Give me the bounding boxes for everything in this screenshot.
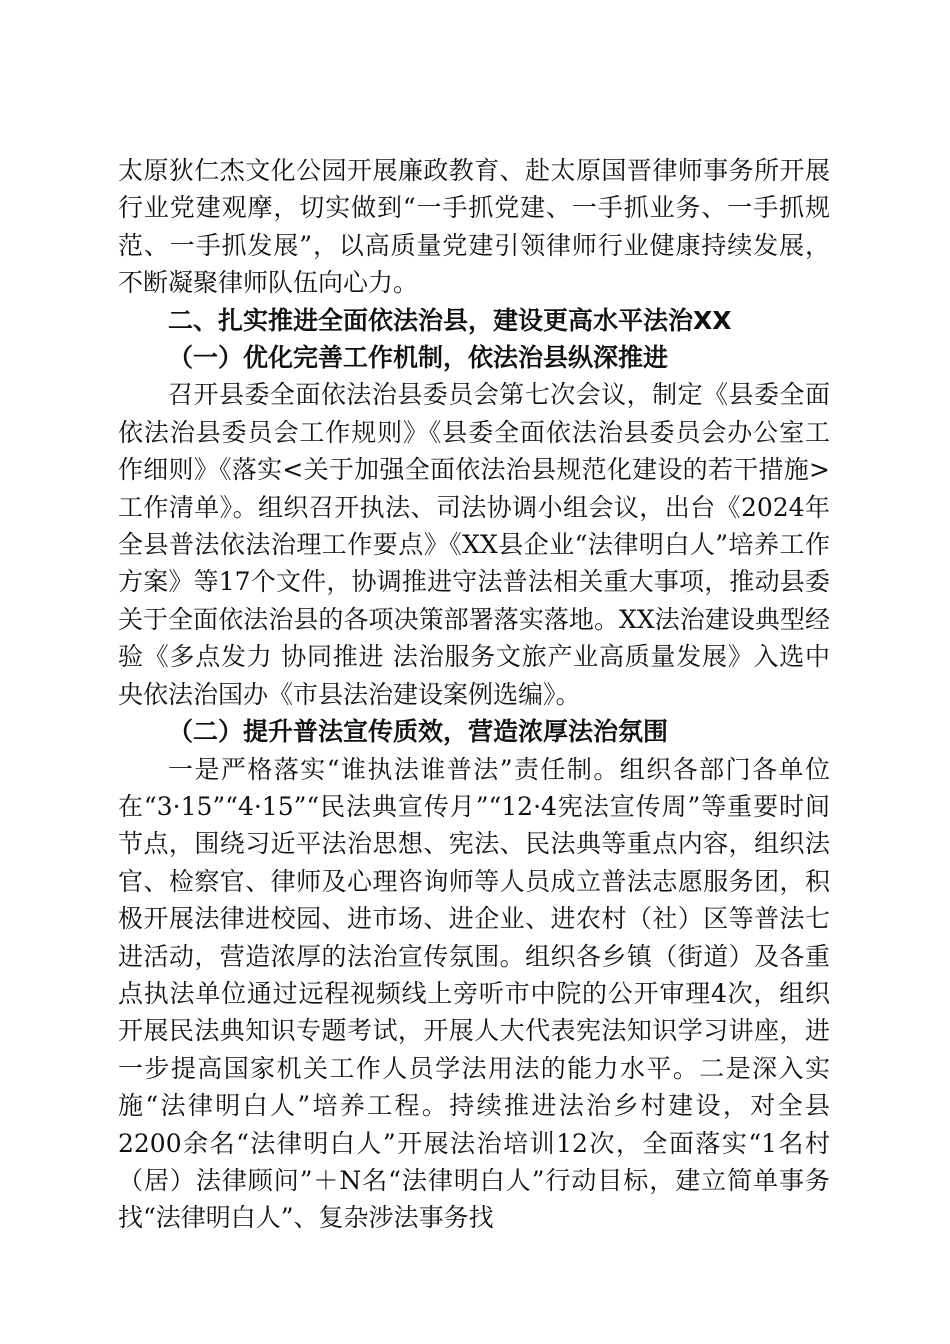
subsection-heading-1: （一）优化完善工作机制，依法治县纵深推进 (168, 343, 669, 373)
subsection-heading-2: （二）提升普法宣传质效，营造浓厚法治氛围 (168, 717, 669, 747)
document-body (118, 152, 830, 1237)
paragraph-mechanism: 召开县委全面依法治县委员会第七次会议，制定《县委全面依法治县委员会工作规则》《县委全面依法治县委员会办公室工作细则》《落实<关于加强全面依法治县规范化建设的若干措施>工作清单》。组织召开执法、司法协调小组会议，出台《2024年全县普法依法治理工作要点》《XX县企业“法律明白人”培养工作方案》等17个文件，协调推进守法普法相关重大事项，推动县委关于全面依法治县的各项决策部署落实落地。XX法治建设典型经验《多点发力 协同推进 法治服务文旅产业高质量发展》入选中央依法治国办《市县法治建设案例选编》。 (118, 380, 830, 709)
paragraph-publicity: 一是严格落实“谁执法谁普法”责任制。组织各部门各单位在“3·15”“4·15”“民法典宣传月”“12·4宪法宣传周”等重要时间节点，围绕习近平法治思想、宪法、民法典等重点内容，组织法官、检察官、律师及心理咨询师等人员成立普法志愿服务团，积极开展法律进校园、进市场、进企业、进农村（社）区等普法七进活动，营造浓厚的法治宣传氛围。组织各乡镇（街道）及各重点执法单位通过远程视频线上旁听市中院的公开审理4次，组织开展民法典知识专题考试，开展人大代表宪法知识学习讲座，进一步提高国家机关工作人员学法用法的能力水平。二是深入实施“法律明白人”培养工程。持续推进法治乡村建设，对全县2200余名“法律明白人”开展法治培训12次，全面落实“1名村（居）法律顾问”＋N名“法律明白人”行动目标，建立简单事务找“法律明白人”、复杂涉法事务找 (118, 754, 830, 1233)
paragraph-continuation: 太原狄仁杰文化公园开展廉政教育、赴太原国晋律师事务所开展行业党建观摩，切实做到“一手抓党建、一手抓业务、一手抓规范、一手抓发展”，以高质量党建引领律师行业健康持续发展，不断凝聚律师队伍向心力。 (118, 156, 830, 298)
section-heading: 二、扎实推进全面依法治县，建设更高水平法治XX (168, 305, 732, 335)
